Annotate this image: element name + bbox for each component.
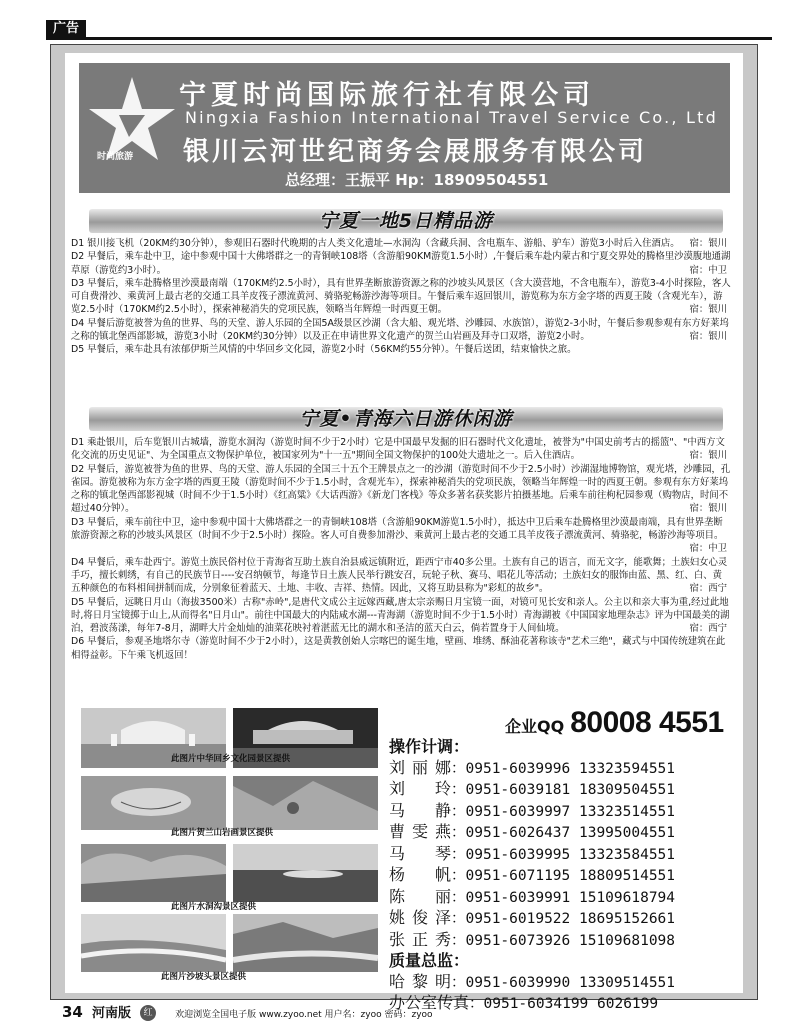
itinerary-day bbox=[71, 277, 731, 317]
day-text: D6 早餐后，参观圣地塔尔寺（游览时间不少于2小时），这是黄教创始人宗喀巴的诞生地，壁画、堆绣、酥油花著称该寺"艺术三绝"，藏式与中国传统建筑在此相得益彰。下午乘飞机返回！ bbox=[71, 636, 726, 661]
contact-name: 哈黎明 bbox=[389, 971, 451, 991]
qq-label: 企业QQ bbox=[505, 717, 565, 736]
contact-name: 办公室传真 bbox=[389, 993, 470, 1012]
manager-contact: 总经理：王振平 Hp：18909504551 bbox=[285, 171, 549, 189]
day-text: D1 乘赴银川，后车览银川古城墙，游览水洞沟（游览时间不少于2小时）它是中国最早发掘的旧石器时代文化遗址，被誉为"中国史前考古的摇篮"、"中西方文化交流的历史见证"、为全国重点文物保护单位，被国家列为"十一五"期间全国文物保护的100处大遗址之一。后入住酒店。 bbox=[71, 437, 725, 462]
day-stay: 宿：中卫 bbox=[689, 543, 727, 555]
qa-title: 质量总监： bbox=[389, 951, 470, 970]
photo-grid bbox=[81, 708, 381, 982]
photo-caption-3: 此图片水洞沟景区提供 bbox=[171, 902, 257, 912]
contact-phone: ：0951-6073926 15109681098 bbox=[451, 932, 676, 949]
contact-list bbox=[389, 737, 729, 1015]
day-stay: 宿：银川 bbox=[689, 450, 727, 462]
contact-phone: ：0951-6019522 18695152661 bbox=[451, 911, 676, 927]
day-text: D4 早餐后，乘车赴西宁。游览土族民俗村位于青海省互助土族自治县威远镇附近，距西宁市40多公里。土族有自己的语言，而无文字，能歌舞；土族妇女心灵手巧，擅长刺绣，有自己的民族节日----安召纳顿节，每逢节日土族人民举行跳安召，玩轮子秋、赛马、唱花儿等活动；土族妇女的服饰由蓝、黑、红、白、黄五种颜色的布料相间拼制而成，分别象征着蓝天、土地、丰收、吉祥、热情。因此，又将互助县称为"彩虹的故乡"。 bbox=[71, 556, 728, 595]
contact-phone: ：0951-6039990 13309514551 bbox=[451, 974, 676, 991]
day-stay: 宿：西宁 bbox=[689, 623, 727, 635]
page-number: 34 bbox=[62, 1003, 83, 1021]
route2-itinerary bbox=[71, 436, 731, 662]
day-stay: 宿：中卫 bbox=[689, 264, 727, 276]
contact-row bbox=[389, 844, 729, 866]
photo-caption-2: 此图片贺兰山岩画景区提供 bbox=[171, 828, 274, 838]
photo-caption-1: 此图片中华回乡文化园景区提供 bbox=[171, 754, 291, 764]
day-text: D3 早餐后，乘车赴腾格里沙漠最南端（170KM约2.5小时），具有世界垄断旅游资源之称的沙坡头风景区（含大漠营地，不含电瓶车），游览3-4小时探险，客人可自费滑沙、乘黄河上最古老的交通工具羊皮筏子漂流黄河、骑骆驼畅游沙海等项目。午餐后乘车返回银川，游览称为东方金字塔的西夏王陵（含观光车），游览2.5小时（170KM约2.5小时），探索神秘消失的党项民族，领略当年辉煌一时西夏王朝。 bbox=[71, 277, 731, 316]
star-logo-icon bbox=[89, 71, 175, 183]
itinerary-day bbox=[71, 436, 731, 463]
contact-phone: ：0951-6039181 18309504551 bbox=[451, 782, 676, 798]
day-text: D1 银川接飞机（20KM约30分钟），参观旧石器时代晚期的古人类文化遗址—水洞沟（含藏兵洞、含电瓶车、游船、驴车）游览3小时后入住酒店。 bbox=[71, 238, 680, 249]
top-rule bbox=[46, 37, 772, 40]
contact-name: 马静 bbox=[389, 800, 451, 820]
day-stay: 宿：银川 bbox=[689, 238, 727, 249]
day-text: D4 早餐后游览被誉为鱼的世界、鸟的天堂、游人乐园的全国5A级景区沙湖（含大船、观光塔、沙雕园、水族馆），游览2-3小时，午餐后参观参观有东方好莱坞之称的镇北堡西部影城，游览3小时（20KM约30分钟）以及正在申请世界文化遗产的贺兰山岩画及拜寺口双塔，游览2小时。 bbox=[71, 317, 729, 343]
contact-row bbox=[389, 779, 729, 801]
day-text: D2 早餐后，乘车赴中卫，途中参观中国十大佛塔群之一的青铜峡108塔（含游船90KM游览1.5小时）,午餐后乘车赴内蒙古和宁夏交界处的腾格里沙漠腹地通湖草原（游览约3小时）。 bbox=[71, 251, 731, 276]
day-text: D5 早餐后，远眺日月山（海拔3500米）古称"赤岭",是唐代文成公主远嫁西藏,唐太宗亲赐日月宝镜一面，对镜可见长安和亲人。公主以和亲大事为重,经过此地时,将日月宝镜掷于山上,从而得名"日月山"。前往中国最大的内陆咸水湖---青海湖（游览时间不少于1.5小时）青海湖被《中国国家地理杂志》评为中国最美的湖泊，碧波荡漾，每年7-8月，湖畔大片金灿灿的油菜花映衬着湛蓝无比的湖水和圣洁的蓝天白云，倘若置身于人间仙境。 bbox=[71, 596, 730, 635]
day-text: D2 早餐后，游览被誉为鱼的世界、鸟的天堂、游人乐园的全国三十五个王牌景点之一的沙湖（游览时间不少于2.5小时）沙湖湿地博物馆，观光塔，沙雕园，孔雀园。游览被称为东方金字塔的西夏王陵（游览时间不少于1.5小时，含观光车），探索神秘消失的党项民族，领略当年辉煌一时的西夏王朝。参观有东方好莱坞之称的镇北堡西部影视城（时间不少于1.5小时）《红高粱》《大话西游》《新龙门客栈》等众多著名获奖影片拍摄基地。后乘车前往枸杞园参观（购物店，时间不超过40分钟）。 bbox=[71, 463, 731, 515]
itinerary-day bbox=[71, 250, 731, 277]
qq-contact bbox=[505, 706, 724, 740]
route2-title: 宁夏•青海六日游休闲游 bbox=[299, 408, 513, 430]
contact-phone: ：0951-6039991 15109618794 bbox=[451, 889, 676, 906]
itinerary-day bbox=[71, 343, 731, 356]
company-header bbox=[79, 63, 730, 193]
day-stay: 宿：银川 bbox=[689, 304, 727, 316]
contact-phone: ：0951-6034199 6026199 bbox=[469, 996, 659, 1012]
contact-phone: ：0951-6039996 13323594551 bbox=[451, 760, 676, 777]
contact-name: 刘玲 bbox=[389, 779, 451, 798]
ad-panel bbox=[65, 53, 743, 1012]
website-note: 欢迎浏览全国电子版 www.zyoo.net 用户名：zyoo 密码：zyoo bbox=[175, 1010, 433, 1020]
contact-row bbox=[389, 887, 729, 909]
contact-name: 杨帆 bbox=[389, 865, 451, 884]
ad-label: 广告 bbox=[46, 20, 86, 38]
day-stay: 宿：西宁 bbox=[689, 583, 727, 595]
contact-row bbox=[389, 972, 729, 994]
ad-frame bbox=[50, 44, 758, 1012]
contact-phone: ：0951-6071195 18809514551 bbox=[451, 868, 676, 884]
page-footer bbox=[62, 1002, 762, 1024]
itinerary-day bbox=[71, 596, 731, 636]
contact-name: 姚俊泽 bbox=[389, 908, 451, 927]
day-text: D3 早餐后，乘车前往中卫，途中参观中国十大佛塔群之一的青铜峡108塔（含游船90KM游览1.5小时），抵达中卫后乘车赴腾格里沙漠最南端，具有世界垄断旅游资源之称的沙坡头风景区（时间不少于2.5小时）探险。客人可自费参加滑沙、乘黄河上最古老的交通工具羊皮筏子漂流黄河、骑骆驼，畅游沙海等项目。 bbox=[71, 516, 724, 542]
photo-caption-4: 此图片沙坡头景区提供 bbox=[161, 972, 247, 982]
company-name-en: Ningxia Fashion International Travel Service Co., Ltd bbox=[185, 108, 718, 127]
itinerary-day bbox=[71, 463, 731, 516]
contact-row bbox=[389, 822, 729, 844]
itinerary-day bbox=[71, 635, 731, 662]
ops-contacts bbox=[389, 758, 729, 952]
ops-title: 操作计调： bbox=[389, 737, 470, 756]
contact-row bbox=[389, 801, 729, 823]
contact-row bbox=[389, 865, 729, 887]
contact-name: 陈丽 bbox=[389, 886, 451, 906]
company-name-2: 银川云河世纪商务会展服务有限公司 bbox=[183, 137, 648, 167]
photo-yellow-river bbox=[233, 914, 378, 972]
itinerary-day bbox=[71, 317, 731, 344]
edition-name: 河南版 bbox=[91, 1006, 131, 1021]
contact-row bbox=[389, 758, 729, 780]
itinerary-day bbox=[71, 237, 731, 250]
day-stay: 宿：银川 bbox=[689, 331, 727, 343]
company-name-cn: 宁夏时尚国际旅行社有限公司 bbox=[179, 80, 595, 111]
contact-row bbox=[389, 930, 729, 952]
photo-rock-carvings bbox=[233, 776, 378, 830]
photo-lake bbox=[233, 844, 378, 902]
route2-banner bbox=[89, 407, 723, 431]
contact-name: 刘丽娜 bbox=[389, 757, 451, 777]
contact-phone: ：0951-6026437 13995004551 bbox=[451, 825, 676, 841]
day-text: D5 早餐后，乘车赴具有浓郁伊斯兰风情的中华回乡文化园，游览2小时（56KM约55分钟）。午餐后送团，结束愉快之旅。 bbox=[71, 344, 577, 356]
logo-text: 时尚旅游 bbox=[97, 152, 134, 162]
contact-phone: ：0951-6039997 13323514551 bbox=[451, 803, 676, 820]
itinerary-day bbox=[71, 556, 731, 596]
contact-phone: ：0951-6039995 13323584551 bbox=[451, 846, 676, 863]
photo-cave bbox=[81, 844, 226, 902]
photo-rock-art bbox=[81, 776, 226, 830]
photo-desert-river bbox=[81, 914, 226, 972]
edition-badge: 红 bbox=[140, 1005, 156, 1021]
contact-name: 曹雯燕 bbox=[389, 822, 451, 841]
itinerary-day bbox=[71, 516, 731, 556]
route1-title: 宁夏一地5日精品游 bbox=[318, 210, 494, 232]
day-stay: 宿：银川 bbox=[689, 503, 727, 515]
qq-number: 80008 4551 bbox=[570, 706, 724, 739]
contact-name: 张正秀 bbox=[389, 929, 451, 949]
contact-row bbox=[389, 908, 729, 930]
route1-banner bbox=[89, 209, 723, 233]
route1-itinerary bbox=[71, 237, 731, 357]
contact-name: 马琴 bbox=[389, 843, 451, 863]
